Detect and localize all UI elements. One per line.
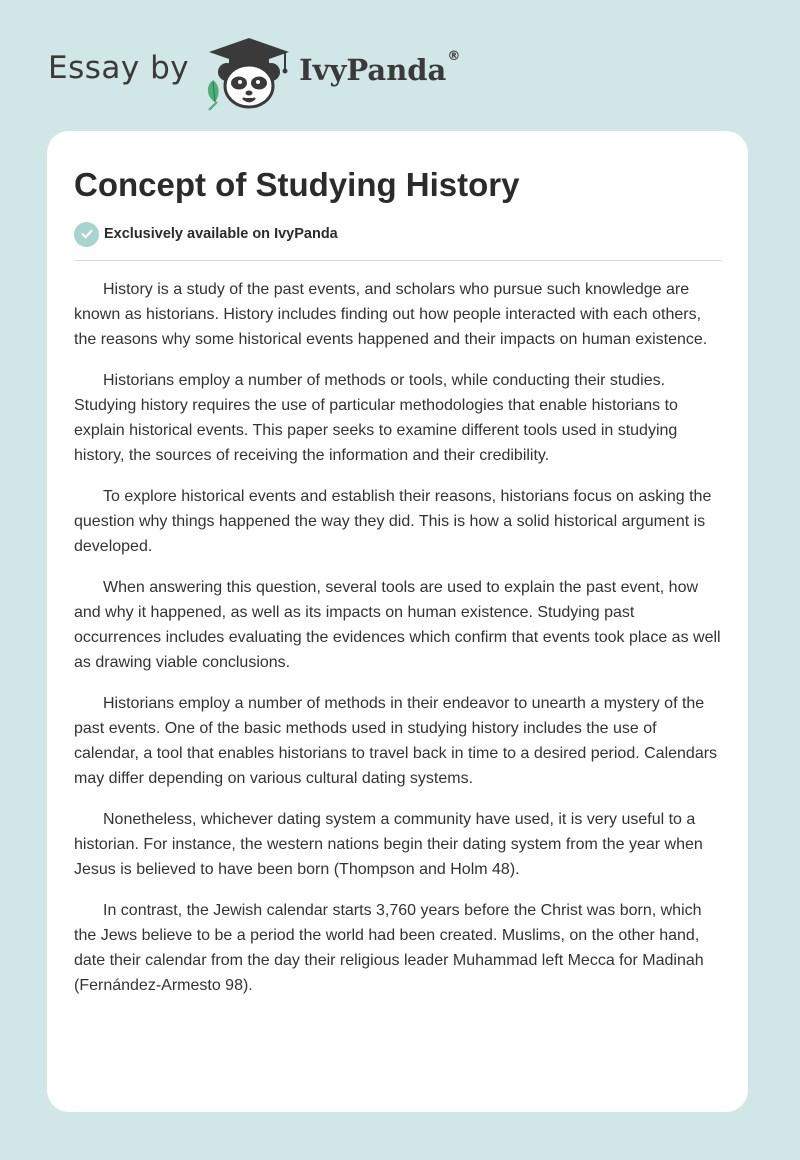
check-circle-icon: [74, 222, 99, 247]
brand-prefix: Essay by: [48, 50, 190, 86]
paragraph: Nonetheless, whichever dating system a community have used, it is very useful to a historian. For instance, the western nations begin their dating system from the year when Jesus is believed to have been born (Thompson and Holm 48).: [74, 811, 703, 878]
paragraph: In contrast, the Jewish calendar starts 3,760 years before the Christ was born, which the Jews believe to be a period the world had been created. Muslims, on the other hand, date their calendar from the day their religious leader Muhammad left Mecca for Madinah (Fernández-Armesto 98).: [74, 902, 704, 994]
page-title: Concept of Studying History: [74, 166, 520, 203]
panda-graduate-logo-icon: [203, 36, 295, 112]
paragraph: To explore historical events and establish their reasons, historians focus on asking the question why things happened the way they did. This is how a solid historical argument is developed.: [74, 488, 712, 555]
exclusive-badge-label: Exclusively available on IvyPanda: [104, 226, 338, 242]
divider: [74, 260, 722, 261]
brand-name: IvyPanda®: [299, 49, 461, 87]
paragraph: When answering this question, several tools are used to explain the past event, how and why it happened, as well as its impacts on human existence. Studying past occurrences includes evaluating the evidences which confirm that events took place as well as drawing viable conclusions.: [74, 579, 721, 671]
paragraph: History is a study of the past events, and scholars who pursue such knowledge are known as historians. History includes finding out how people interacted with each others, the reasons why some historical events happened and their impacts on human existence.: [74, 281, 708, 348]
paragraph: Historians employ a number of methods or tools, while conducting their studies. Studying history requires the use of particular methodologies that enable historians to explain historical events. This paper seeks to examine different tools used in studying history, the sources of receiving the information and their credibility.: [74, 372, 678, 464]
registered-mark: ®: [447, 49, 461, 64]
exclusive-badge: [74, 220, 722, 248]
paragraph: Historians employ a number of methods in their endeavor to unearth a mystery of the past events. One of the basic methods used in studying history includes the use of calendar, a tool that enables historians to travel back in time to a desired period. Calendars may differ depending on various cultural dating systems.: [74, 695, 718, 787]
brand-header[interactable]: [48, 34, 460, 114]
essay-card: [47, 131, 748, 1112]
essay-body: [74, 277, 722, 998]
